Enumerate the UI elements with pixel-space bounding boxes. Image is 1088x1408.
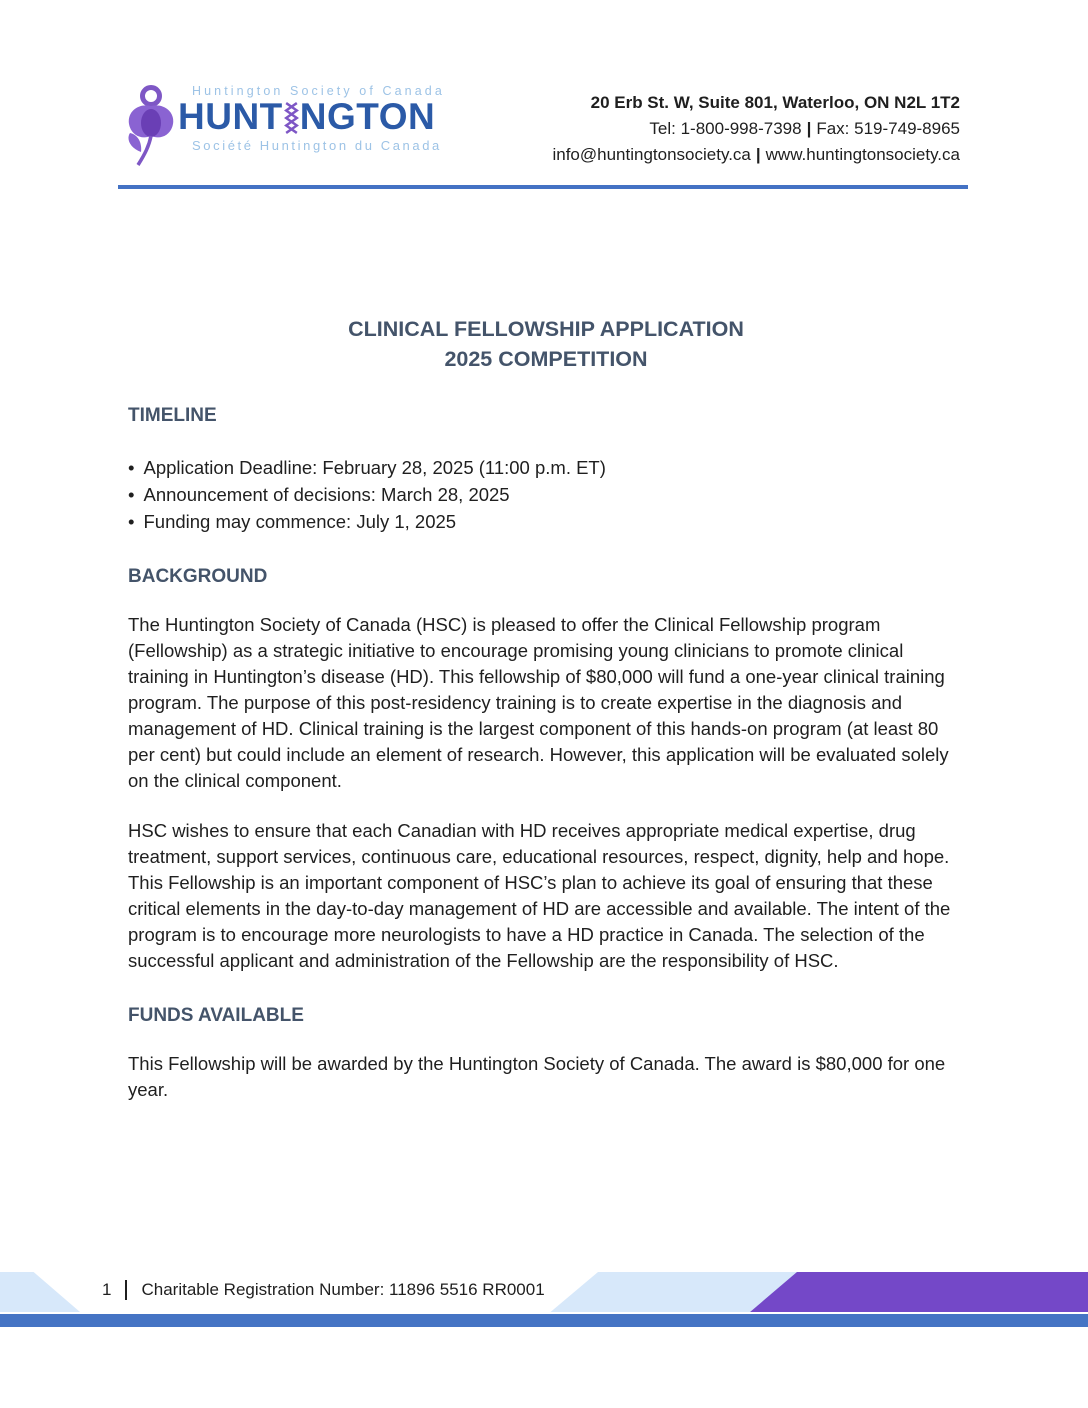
timeline-item: • Application Deadline: February 28, 2025 (11:00 p.m. ET) xyxy=(128,454,964,481)
logo-wordmark xyxy=(178,98,445,136)
timeline-item: • Announcement of decisions: March 28, 2025 xyxy=(128,481,964,508)
timeline-list xyxy=(128,454,964,535)
background-heading: BACKGROUND xyxy=(128,566,268,587)
header-divider xyxy=(118,185,968,189)
hsc-flower-icon xyxy=(118,84,182,172)
page-footer xyxy=(0,1272,1088,1312)
contact-block xyxy=(552,90,960,168)
page-header xyxy=(0,0,1088,200)
funds-available-paragraph: This Fellowship will be awarded by the Huntington Society of Canada. The award is $80,000 for one year. xyxy=(128,1053,946,1100)
contact-web-line xyxy=(552,142,960,168)
hsc-logo xyxy=(118,84,445,172)
footer-purple-accent-shape xyxy=(748,1272,1088,1312)
document-title-line1: CLINICAL FELLOWSHIP APPLICATION xyxy=(348,317,744,341)
funds-available-heading: FUNDS AVAILABLE xyxy=(128,1005,304,1026)
charitable-registration-number: Charitable Registration Number: 11896 5516 RR0001 xyxy=(141,1280,545,1299)
footer-divider-bar xyxy=(125,1280,127,1300)
contact-fax: Fax: 519-749-8965 xyxy=(816,119,960,138)
dna-helix-icon xyxy=(284,102,299,134)
document-title xyxy=(128,310,964,374)
timeline-heading: TIMELINE xyxy=(128,405,217,426)
document-title-line2: 2025 COMPETITION xyxy=(444,347,648,371)
background-paragraph-1: The Huntington Society of Canada (HSC) is pleased to offer the Clinical Fellowship program (Fellowship) as a strategic initiative to encourage promising young clinicians to promote clinical training in Huntington’s disease (HD). This fellowship of $80,000 will fund a one-year clinical training program. The purpose of this post-residency training is to create expertise in the diagnosis and management of HD. Clinical training is the largest component of this hands-on program (at least 80 per cent) but could include an element of research. However, this application will be evaluated solely on the clinical component. xyxy=(128,614,949,791)
page-number: 1 xyxy=(102,1280,112,1299)
contact-separator: | xyxy=(806,119,812,138)
logo-wordmark-left: HUNT xyxy=(178,96,283,137)
timeline-item: • Funding may commence: July 1, 2025 xyxy=(128,508,964,535)
contact-phone-line xyxy=(552,116,960,142)
contact-address: 20 Erb St. W, Suite 801, Waterloo, ON N2L 1T2 xyxy=(590,93,960,112)
logo-top-text: Huntington Society of Canada xyxy=(192,84,445,98)
footer-left-accent-shape xyxy=(0,1272,80,1312)
logo-text xyxy=(178,84,445,153)
contact-website: www.huntingtonsociety.ca xyxy=(765,145,960,164)
footer-blue-bar xyxy=(0,1314,1088,1327)
contact-email: info@huntingtonsociety.ca xyxy=(552,145,751,164)
footer-text xyxy=(102,1280,545,1300)
background-paragraph-2: HSC wishes to ensure that each Canadian with HD receives appropriate medical expertise, drug treatment, support services, continuous care, educational resources, respect, dignity, help and hope. This Fellowship is an important component of HSC’s plan to achieve its goal of ensuring that these critical elements in the day-to-day management of HD are accessible and available. The intent of the program is to encourage more neurologists to have a HD practice in Canada. The selection of the successful applicant and administration of the Fellowship are the responsibility of HSC. xyxy=(128,820,951,971)
contact-separator: | xyxy=(755,145,761,164)
contact-tel: Tel: 1-800-998-7398 xyxy=(649,119,802,138)
logo-wordmark-right: NGTON xyxy=(299,96,436,137)
document-body xyxy=(128,310,964,1103)
logo-bottom-text: Société Huntington du Canada xyxy=(192,138,442,153)
